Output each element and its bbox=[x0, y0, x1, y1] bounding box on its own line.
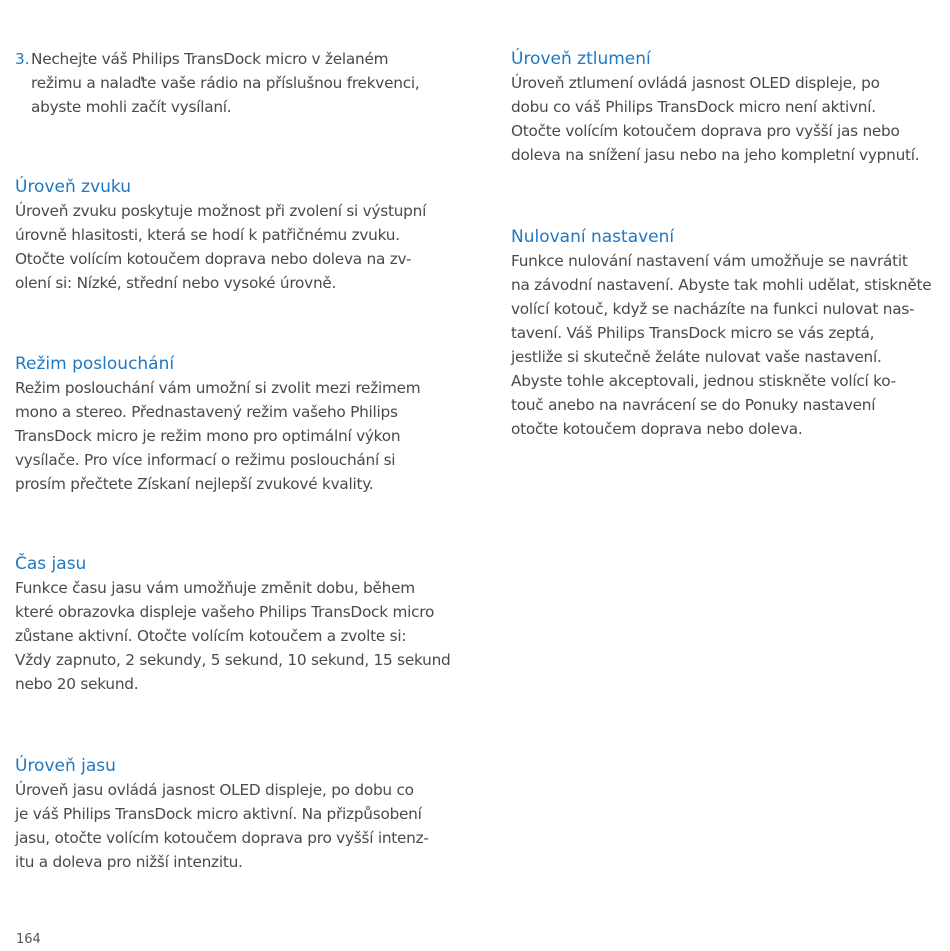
section-body bbox=[15, 199, 465, 295]
text-line: režimu a nalaďte vaše rádio na příslušnou frekvenci, bbox=[31, 74, 420, 92]
text-line: na závodní nastavení. Abyste tak mohli udělat, stiskněte bbox=[511, 276, 932, 294]
text-line: volící kotouč, když se nacházíte na funkci nulovat nas- bbox=[511, 300, 915, 318]
text-line: tavení. Váš Philips TransDock micro se vás zeptá, bbox=[511, 324, 875, 342]
text-line: Nechejte váš Philips TransDock micro v želaném bbox=[31, 50, 389, 68]
text-line: zůstane aktivní. Otočte volícím kotoučem a zvolte si: bbox=[15, 627, 407, 645]
text-line: Úroveň jasu ovládá jasnost OLED displeje, po dobu co bbox=[15, 781, 414, 799]
text-line: mono a stereo. Přednastavený režim vašeho Philips bbox=[15, 403, 398, 421]
text-line: itu a doleva pro nižší intenzitu. bbox=[15, 853, 243, 871]
text-line: úrovně hlasitosti, která se hodí k patřičnému zvuku. bbox=[15, 226, 400, 244]
section-heading: Režim poslouchání bbox=[15, 354, 175, 374]
text-line: které obrazovka displeje vašeho Philips TransDock micro bbox=[15, 603, 435, 621]
text-line: touč anebo na navrácení se do Ponuky nastavení bbox=[511, 396, 876, 414]
step-number: 3. bbox=[15, 50, 30, 68]
section-body bbox=[15, 576, 465, 696]
text-line: Funkce nulování nastavení vám umožňuje se navrátit bbox=[511, 252, 908, 270]
section-body bbox=[511, 249, 941, 441]
text-line: vysílače. Pro více informací o režimu poslouchání si bbox=[15, 451, 396, 469]
section-body bbox=[15, 376, 465, 496]
text-line: Funkce času jasu vám umožňuje změnit dobu, během bbox=[15, 579, 415, 597]
text-line: Úroveň zvuku poskytuje možnost při zvolení si výstupní bbox=[15, 202, 427, 220]
text-line: doleva na snížení jasu nebo na jeho kompletní vypnutí. bbox=[511, 146, 920, 164]
section-listening-mode bbox=[15, 352, 465, 496]
section-dim-level bbox=[511, 47, 941, 167]
section-reset-settings bbox=[511, 225, 941, 441]
page-number: 164 bbox=[16, 932, 41, 947]
text-line: Úroveň ztlumení ovládá jasnost OLED displeje, po bbox=[511, 74, 880, 92]
section-sound-level bbox=[15, 175, 465, 295]
section-brightness-level bbox=[15, 754, 465, 874]
text-line: dobu co váš Philips TransDock micro není aktivní. bbox=[511, 98, 876, 116]
text-line: nebo 20 sekund. bbox=[15, 675, 139, 693]
text-line: abyste mohli začít vysílaní. bbox=[31, 98, 232, 116]
text-line: Otočte volícím kotoučem doprava pro vyšší jas nebo bbox=[511, 122, 900, 140]
text-line: olení si: Nízké, střední nebo vysoké úrovně. bbox=[15, 274, 337, 292]
text-line: otočte kotoučem doprava nebo doleva. bbox=[511, 420, 803, 438]
section-brightness-time bbox=[15, 552, 465, 696]
section-heading: Úroveň zvuku bbox=[15, 177, 132, 197]
section-body bbox=[15, 778, 465, 874]
step-3 bbox=[15, 47, 465, 119]
text-line: jasu, otočte volícím kotoučem doprava pro vyšší intenz- bbox=[15, 829, 429, 847]
text-line: prosím přečtete Získaní nejlepší zvukové kvality. bbox=[15, 475, 374, 493]
section-heading: Čas jasu bbox=[15, 554, 87, 574]
text-line: jestliže si skutečně želáte nulovat vaše nastavení. bbox=[511, 348, 882, 366]
text-line: Otočte volícím kotoučem doprava nebo doleva na zv- bbox=[15, 250, 412, 268]
section-heading: Nulovaní nastavení bbox=[511, 227, 675, 247]
text-line: TransDock micro je režim mono pro optimální výkon bbox=[15, 427, 401, 445]
section-body bbox=[511, 71, 941, 167]
section-heading: Úroveň ztlumení bbox=[511, 49, 651, 69]
text-line: Abyste tohle akceptovali, jednou stiskněte volící ko- bbox=[511, 372, 896, 390]
text-line: Režim poslouchání vám umožní si zvolit mezi režimem bbox=[15, 379, 421, 397]
step-text bbox=[15, 47, 465, 119]
text-line: Vždy zapnuto, 2 sekundy, 5 sekund, 10 sekund, 15 sekund bbox=[15, 651, 451, 669]
section-heading: Úroveň jasu bbox=[15, 756, 116, 776]
text-line: je váš Philips TransDock micro aktivní. Na přizpůsobení bbox=[15, 805, 422, 823]
